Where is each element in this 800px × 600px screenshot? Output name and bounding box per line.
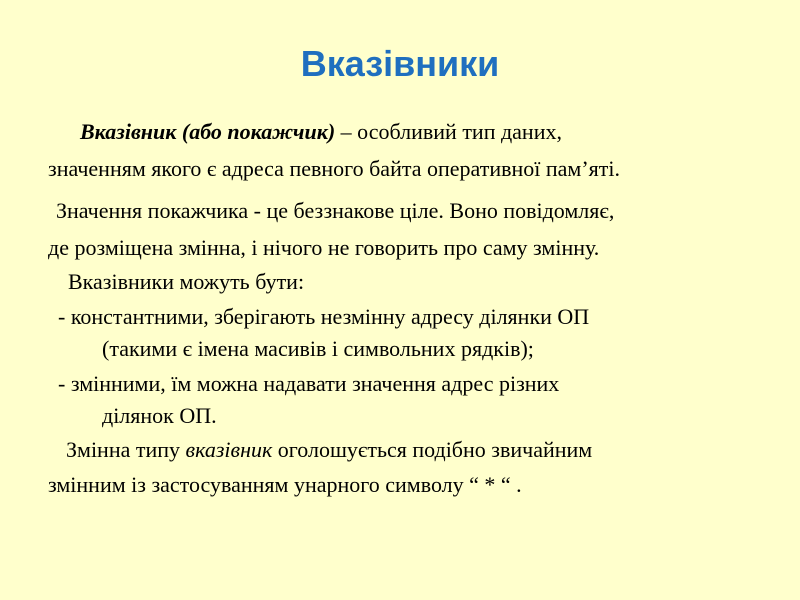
bullet-variable-cont: ділянок ОП. [102,403,217,428]
declaration-term: вказівник [185,437,273,462]
value-line-2: де розміщена змінна, і нічого не говорить про саму змінну. [48,235,600,260]
definition-line-2: значенням якого є адреса певного байта оперативної пам’яті. [48,156,621,181]
declaration-line-1 [66,435,592,465]
slide-title: Вказівники [300,43,500,84]
value-line-1: Значення покажчика - це беззнакове ціле. Воно повідомляє, [56,198,615,223]
bullet-variable: - змінними, їм можна надавати значення адрес різних [58,371,560,396]
definition-term: Вказівник (або покажчик) [80,119,336,144]
bullet-constant: - константними, зберігають незмінну адресу ділянки ОП [58,304,590,329]
declaration-line-2: змінним із застосуванням унарного символу “ * “ . [48,472,522,497]
declaration-text-b: оголошується подібно звичайним [272,437,593,462]
kinds-intro: Вказівники можуть бути: [68,269,305,294]
definition-text: – особливий тип даних, [335,119,562,144]
declaration-text-a: Змінна типу [66,437,186,462]
definition-line [80,117,562,147]
bullet-constant-cont: (такими є імена масивів і символьних рядків); [102,336,534,361]
